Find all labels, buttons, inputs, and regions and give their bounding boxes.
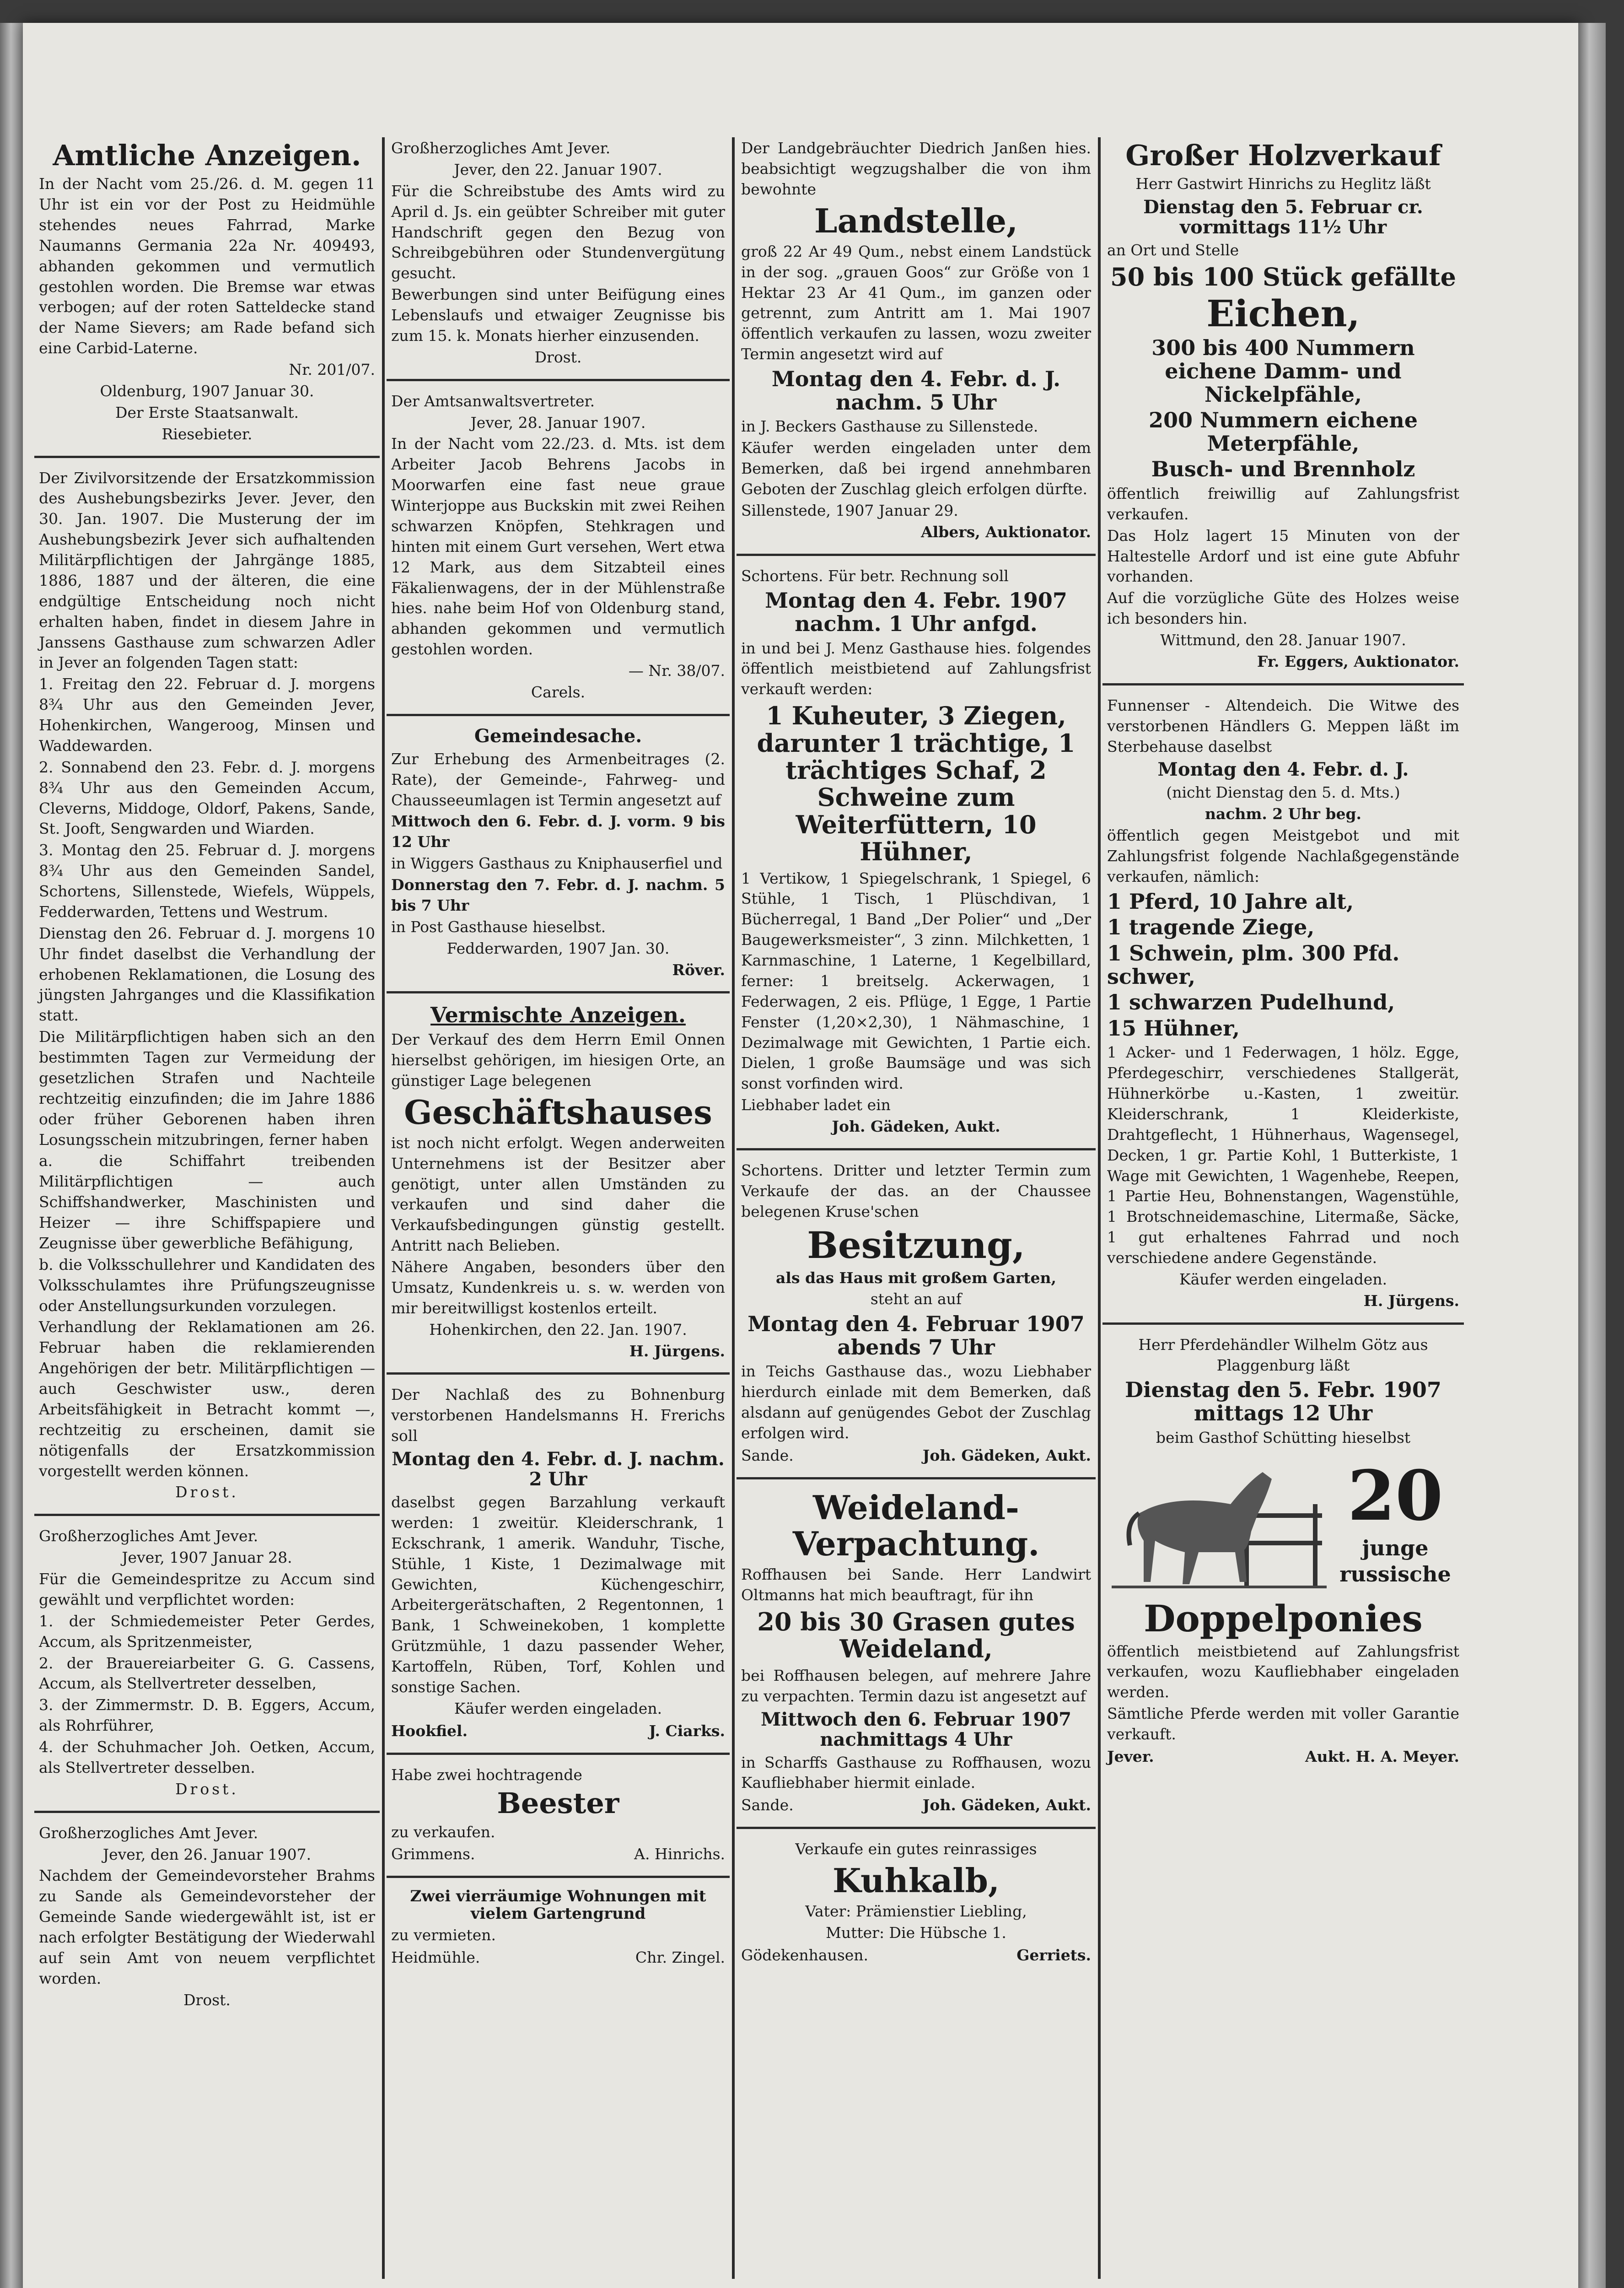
ad-text: Der Zivilvorsitzende der Ersatzkommission des Aushebungsbezirks Jever. Jever, den 30. Jan. 1907. Die Musterung der im Aushebungsbezirk Jever sich aufhaltenden Militärpflichtigen der Jahrgänge 1885, 1886, 1887 und der älteren, die eine endgültige Entscheidung noch nicht erhalten haben, findet in diesem Jahre in Janssens Gasthause zum schwarzen Adler in Jever an folgenden Tagen statt:: [39, 469, 375, 672]
ad-text: Käufer werden eingeladen unter dem Bemerken, daß bei irgend annehmbaren Geboten der Zuschlag gleich erfolgen dürfte.: [741, 439, 1091, 498]
ad-headline: 1 Kuheuter, 3 Ziegen, darunter 1 trächtige, 1 trächtiges Schaf, 2 Schweine zum Weiterfüttern, 10 Hühner,: [757, 701, 1075, 867]
list-item: 3. Montag den 25. Februar d. J. morgens 8¾ Uhr aus den Gemeinden Sandel, Schortens, Sillenstede, Wiefels, Wüppels, Fedderwarden, Tettens und Westrum.: [39, 841, 375, 921]
ad-text: Schortens. Dritter und letzter Termin zum Verkaufe der das. an der Chaussee belegenen Kruse'schen: [741, 1161, 1091, 1220]
ad-subheadline: 50 bis 100 Stück gefällte: [1110, 262, 1456, 291]
ad-signature: Joh. Gädeken, Aukt.: [922, 1446, 1091, 1464]
list-item: 1 Pferd, 10 Jahre alt,: [1107, 889, 1354, 914]
ad-date: Jever, den 26. Januar 1907.: [102, 1845, 312, 1863]
ad-text: Roffhausen bei Sande. Herr Landwirt Oltmanns hat mich beauftragt, für ihn: [741, 1565, 1091, 1604]
list-item: 1 Schwein, plm. 300 Pfd. schwer,: [1107, 940, 1400, 989]
ad-text: Der Nachlaß des zu Bohnenburg verstorbenen Handelsmanns H. Frerichs soll: [391, 1386, 725, 1445]
ad-text: Verkaufe ein gutes reinrassiges: [795, 1840, 1037, 1858]
ad-beester: [387, 1765, 730, 1878]
ad-signature: J. Ciarks.: [649, 1721, 725, 1740]
ad-text: Für die Gemeindespritze zu Accum sind gewählt und verpflichtet worden:: [39, 1570, 375, 1608]
ad-headline: Zwei vierräumige Wohnungen mit vielem Gartengrund: [410, 1887, 706, 1923]
ad-text: öffentlich meistbietend auf Zahlungsfrist verkaufen, wozu Kaufliebhaber eingeladen werden.: [1107, 1642, 1459, 1701]
column-rule: [732, 137, 735, 2279]
ad-subheadline: 20 bis 30 Grasen gutes Weideland,: [757, 1607, 1075, 1664]
ad-heading: Der Amtsanwaltsvertreter.: [391, 392, 595, 410]
ad-signature: Gerriets.: [1016, 1946, 1091, 1964]
ad-text: 1 Acker- und 1 Federwagen, 1 hölz. Egge, Pferdegeschirr, verschiedenes Stallgerät, Hühnerkörbe u.-Kasten, 1 zweitür. Kleiderschrank, 1 Kleiderkiste, Drahtgeflecht, 1 Hühnerhaus, Wagensegel, Decken, 1 gr. Partie Kohl, 1 Butterkiste, 1 Wage mit Gewichten, 1 Wagenhebe, Reepen, 1 Partie Heu, Bohnenstangen, Wagenstühle, 1 Brotschneidemaschine, Litermaße, Säcke, 1 gut erhaltenes Fahrrad und noch verschiedene andere Gegenstände.: [1107, 1043, 1459, 1267]
ad-text: Vater: Prämienstier Liebling,: [805, 1902, 1027, 1921]
ad-signature: Röver.: [672, 961, 725, 979]
column-1: [34, 137, 380, 2032]
list-item: a. die Schiffahrt treibenden Militärpflichtigen — auch Schiffshandwerker, Maschinisten und Heizer — ihre Schiffspapiere und Zeugnisse über gewerbliche Befähigung,: [39, 1152, 375, 1252]
ad-text: Nähere Angaben, besonders über den Umsatz, Kundenkreis u. s. w. werden von mir bereitwilligst kostenlos erteilt.: [391, 1258, 725, 1317]
ad-place: Heidmühle.: [391, 1948, 480, 1966]
ad-date: Sillenstede, 1907 Januar 29.: [741, 501, 958, 519]
section-title: Amtliche Anzeigen.: [53, 139, 361, 172]
section-title: Gemeindesache.: [474, 725, 642, 747]
ad-text: In der Nacht vom 22./23. d. Mts. ist dem Arbeiter Jacob Behrens Jacobs in Moorwarfen eine fast neue graue Winterjoppe aus Buckskin mit zwei Reihen schwarzen Knöpfen, Stehkragen und hinten mit einem Gurt versehen, Wert etwa 12 Mark, aus dem Sitzabteil eines Fäkalienwagens, der in der Mühlenstraße hies. nahe beim Hof von Oldenburg stand, abhanden gekommen und vermutlich gestohlen worden.: [391, 435, 725, 658]
list-item: 1 tragende Ziege,: [1107, 915, 1315, 940]
ad-text: beim Gasthof Schütting hieselbst: [1156, 1428, 1411, 1446]
ad-text: Schortens. Für betr. Rechnung soll: [741, 567, 1009, 585]
ad-text: Der Landgebräuchter Diedrich Janßen hies. beabsichtigt wegzugshalber die von ihm bewohnte: [741, 139, 1091, 198]
ad-kuhkalb: [737, 1839, 1096, 1977]
ad-text: Funnenser - Altendeich. Die Witwe des verstorbenen Händlers G. Meppen läßt im Sterbehause daselbst: [1107, 696, 1459, 755]
list-item: 3. der Zimmermstr. D. B. Eggers, Accum, als Rohrführer,: [39, 1696, 375, 1735]
ad-wohnungen: [387, 1888, 730, 1979]
ad-text: Auf die vorzügliche Güte des Holzes weise ich besonders hin.: [1107, 589, 1459, 628]
ad-headline: Kuhkalb,: [833, 1861, 1000, 1900]
ad-heading: Großherzogliches Amt Jever.: [39, 1824, 258, 1842]
ad-date: Montag den 4. Febr. d. J. nachm. 5 Uhr: [771, 367, 1061, 415]
ad-text: steht an auf: [870, 1290, 962, 1308]
ad-subheadline: 200 Nummern eichene Meterpfähle,: [1148, 408, 1418, 456]
ad-text: an Ort und Stelle: [1107, 241, 1239, 259]
ad-signature: Drost.: [175, 1483, 239, 1501]
ad-text: groß 22 Ar 49 Qum., nebst einem Landstück in der sog. „grauen Goos“ zur Größe von 1 Hektar 23 Ar 41 Qum., im ganzen oder getrennt, zum Antritt am 1. Mai 1907 öffentlich verkaufen zu lassen, wozu zweiter Termin angesetzt wird auf: [741, 242, 1091, 363]
ad-date: Jever, 28. Januar 1907.: [470, 413, 646, 432]
ad-date: Jever, 1907 Januar 28.: [122, 1549, 292, 1567]
ad-time: nachm. 2 Uhr beg.: [1205, 805, 1362, 823]
ad-gemeindevorsteher: [34, 1823, 380, 2022]
ad-holzverkauf: [1102, 140, 1464, 685]
column-3: [737, 137, 1096, 1987]
ad-signature: Fr. Eggers, Auktionator.: [1257, 652, 1459, 670]
ad-text: in und bei J. Menz Gasthause hies. folgendes öffentlich meistbietend auf Zahlungsfrist verkauft werden:: [741, 639, 1091, 698]
ad-signature: Drost.: [183, 1991, 231, 2009]
ad-text: Bewerbungen sind unter Beifügung eines Lebenslaufs und etwaiger Zeugnisse bis zum 15. k. Monats hierher einzusenden.: [391, 286, 725, 345]
ad-text: Zur Erhebung des Armenbeitrages (2. Rate), der Gemeinde-, Fahrweg- und Chausseeumlagen ist Termin angesetzt auf: [391, 750, 725, 809]
column-4: [1102, 137, 1464, 1788]
ad-text: Liebhaber ladet ein: [741, 1096, 891, 1114]
ad-signature: Chr. Zingel.: [635, 1948, 725, 1966]
ad-subheadline: junge: [1362, 1536, 1429, 1561]
ad-signature: Drost.: [534, 348, 582, 366]
ad-schortens-vieh: [737, 566, 1096, 1150]
list-item: 1. der Schmiedemeister Peter Gerdes, Accum, als Spritzenmeister,: [39, 1612, 375, 1651]
ad-headline: Landstelle,: [814, 201, 1018, 240]
ad-text: Die Militärpflichtigen haben sich an den bestimmten Tagen zur Vermeidung der gesetzlichen Strafen und Nachteile rechtzeitig einzufinden; die im Jahre 1886 oder früher Geborenen haben ihren Losungsschein mitzubringen, ferner haben: [39, 1028, 375, 1149]
ad-signature: Joh. Gädeken, Aukt.: [922, 1796, 1091, 1814]
ad-place: Jever.: [1107, 1747, 1154, 1765]
ad-text: in Teichs Gasthause das., wozu Liebhaber hierdurch einlade mit dem Bemerken, daß alsdann auf genügendes Gebot der Zuschlag erfolgen wird.: [741, 1362, 1091, 1442]
ad-number: Nr. 201/07.: [289, 361, 375, 379]
ad-text: Mutter: Die Hübsche 1.: [826, 1924, 1006, 1942]
ad-text: Für die Schreibstube des Amts wird zu April d. Js. ein geübter Schreiber mit guter Handschrift gegen den Bezug von Schreibgebühren oder Stundenvergütung gesucht.: [391, 182, 725, 282]
ad-nachlass-meppen: [1102, 696, 1464, 1325]
right-page-edge: [1578, 23, 1606, 2288]
ad-gemeindespritze: [34, 1526, 380, 1813]
ad-place: Grimmens.: [391, 1845, 475, 1863]
ad-date: Mittwoch den 6. Febr. d. J. vorm. 9 bis 12 Uhr: [391, 812, 725, 851]
column-2: [387, 137, 730, 1989]
ad-subheadline: Busch- und Brennholz: [1151, 457, 1415, 482]
ad-date: Montag den 4. Febr. d. J. nachm. 2 Uhr: [392, 1448, 725, 1490]
ad-place: Gödekenhausen.: [741, 1946, 869, 1964]
ad-signature: Albers, Auktionator.: [921, 523, 1091, 541]
ad-text: Dienstag den 26. Februar d. J. morgens 10 Uhr findet daselbst die Verhandlung der erhobenen Reklamationen, die Losung des jüngsten Jahrganges und die Klassifikation statt.: [39, 924, 375, 1025]
ad-text: in Scharffs Gasthause zu Roffhausen, wozu Kaufliebhaber hiermit einlade.: [741, 1753, 1091, 1792]
ad-text: Käufer werden eingeladen.: [454, 1699, 662, 1717]
ad-text: Der Verkauf des dem Herrn Emil Onnen hierselbst gehörigen, im hiesigen Orte, an günstiger Lage belegenen: [391, 1030, 725, 1090]
ad-place: Sande.: [741, 1446, 794, 1464]
column-rule: [382, 137, 385, 2279]
ad-signature: Drost.: [175, 1780, 239, 1798]
ad-text: bei Roffhausen belegen, auf mehrere Jahre zu verpachten. Termin dazu ist angesetzt auf: [741, 1666, 1091, 1705]
ad-signature: Der Erste Staatsanwalt.: [115, 403, 299, 421]
ad-date: Dienstag den 5. Febr. 1907 mittags 12 Uhr: [1125, 1377, 1441, 1426]
ad-text: daselbst gegen Barzahlung verkauft werden: 1 zweitür. Kleiderschrank, 1 Eckschrank, 1 amerik. Wanduhr, Tische, Stühle, 1 Kiste, 1 Dezimalwage mit Gewichten, Küchengeschirr, Arbeitergerätschaften, 2 Regentonnen, 1 Bank, 1 Schweinekoben, 1 komplette Grützmühle, 1 dazu passender Weher, Kartoffeln, Rüben, Torf, Kohlen und sonstige Sachen.: [391, 1493, 725, 1696]
ad-text: 1 Vertikow, 1 Spiegelschrank, 1 Spiegel, 6 Stühle, 1 Tisch, 1 Plüschdivan, 1 Bücherregal, 1 Band „Der Polier“ und „Der Baugewerksmeister“, 3 zinn. Milchketten, 1 Karnmaschine, 1 Laterne, 1 Kegelbillard, ferner: 1 breitselg. Ackerwagen, 1 Federwagen, 2 eis. Pflüge, 1 Egge, 1 Partie Fenster (1,20×2,30), 1 Nähmaschine, 1 Dezimalwage mit Gewichten, 1 Partie eich. Dielen, 1 große Baumsäge und was sich sonst vorfinden wird.: [741, 869, 1091, 1093]
ad-musterung: [34, 468, 380, 1516]
ad-headline: Geschäftshauses: [404, 1092, 712, 1132]
ad-number: — Nr. 38/07.: [628, 662, 725, 680]
ad-signature: H. Jürgens.: [629, 1342, 725, 1360]
ad-signature: A. Hinrichs.: [634, 1845, 725, 1863]
ad-headline: Besitzung,: [807, 1223, 1025, 1267]
ad-text: ist noch nicht erfolgt. Wegen anderweiten Unternehmens ist der Besitzer aber genötigt, unter allen Umständen zu verkaufen und sind daher die Verkaufsbedingungen günstig gestellt. Antritt nach Belieben.: [391, 1133, 725, 1255]
ad-text: in J. Beckers Gasthause zu Sillenstede.: [741, 417, 1038, 436]
list-item: 1 schwarzen Pudelhund,: [1107, 990, 1395, 1015]
ad-place: Sande.: [741, 1796, 794, 1814]
ad-number-big: 20: [1347, 1456, 1443, 1537]
ad-heading: Großherzogliches Amt Jever.: [391, 139, 611, 157]
ad-heading: Großherzogliches Amt Jever.: [39, 1527, 258, 1545]
ad-text: Nachdem der Gemeindevorsteher Brahms zu Sande als Gemeindevorsteher der Gemeinde Sande wiedergewählt ist, ist er nach erfolgter Bestätigung der Wiederwahl auf sein Amt von neuem verpflichtet worden.: [39, 1867, 375, 1987]
list-item: 1. Freitag den 22. Februar d. J. morgens 8¾ Uhr aus den Gemeinden Jever, Hohenkirchen, Wangeroog, Minsen und Waddewarden.: [39, 675, 375, 755]
ad-date: Dienstag den 5. Februar cr. vormittags 11½ Uhr: [1143, 196, 1423, 238]
ad-signature: Riesebieter.: [161, 425, 253, 443]
ad-date: Montag den 4. Februar 1907 abends 7 Uhr: [747, 1311, 1085, 1360]
ad-text: Das Holz lagert 15 Minuten von der Haltestelle Ardorf und ist eine gute Abfuhr vorhanden.: [1107, 526, 1459, 586]
ad-text: öffentlich gegen Meistgebot und mit Zahlungsfrist folgende Nachlaßgegenstände verkaufen, nämlich:: [1107, 826, 1459, 885]
ad-besitzung: [737, 1160, 1096, 1479]
ad-text: Herr Gastwirt Hinrichs zu Heglitz läßt: [1135, 175, 1431, 193]
ad-fahrrad: [34, 140, 380, 458]
ad-place: Hookfiel.: [391, 1721, 468, 1740]
ad-gemeindesache: [387, 726, 730, 994]
ad-text: zu verkaufen.: [391, 1823, 495, 1841]
ad-nachlass: [387, 1385, 730, 1754]
ad-headline: Beester: [497, 1786, 619, 1820]
ad-date: Mittwoch den 6. Februar 1907 nachmittags 4 Uhr: [760, 1708, 1072, 1750]
ad-geschaeftshaus: [387, 1004, 730, 1375]
ad-date: Jever, den 22. Januar 1907.: [454, 160, 662, 178]
list-item: 15 Hühner,: [1107, 1015, 1240, 1041]
ad-headline: Weideland-Verpachtung.: [792, 1488, 1040, 1564]
ad-doppelponies: [1102, 1335, 1464, 1778]
ad-schreiber: [387, 138, 730, 381]
ad-weideland: [737, 1489, 1096, 1829]
ad-text: Sämtliche Pferde werden mit voller Garantie verkauft.: [1107, 1705, 1459, 1743]
ad-date: Wittmund, den 28. Januar 1907.: [1160, 631, 1406, 649]
ad-landstelle: [737, 138, 1096, 556]
ad-text: Verhandlung der Reklamationen am 26. Februar haben die reklamierenden Angehörigen der betr. Militärpflichtigen — auch Geschwister usw., deren Arbeitsfähigkeit in Betracht kommt —, rechtzeitig zu erscheinen, damit sie nötigenfalls der Ersatzkommission vorgestellt werden können.: [39, 1318, 375, 1480]
ad-date: Donnerstag den 7. Febr. d. J. nachm. 5 bis 7 Uhr: [391, 876, 725, 914]
ad-winterjoppe: [387, 391, 730, 716]
list-item: b. die Volksschullehrer und Kandidaten des Volksschulamtes ihre Prüfungszeugnisse oder Anstellungsurkunden vorzulegen.: [39, 1255, 375, 1315]
list-item: 2. Sonnabend den 23. Febr. d. J. morgens 8¾ Uhr aus den Gemeinden Accum, Cleverns, Middoge, Oldorf, Pakens, Sande, St. Jooft, Sengwarden und Wiarden.: [39, 758, 375, 838]
ad-subheadline: russische: [1339, 1562, 1451, 1587]
ad-subheadline: als das Haus mit großem Garten,: [776, 1268, 1056, 1287]
ad-date: Hohenkirchen, den 22. Jan. 1907.: [429, 1320, 687, 1338]
ad-date: Montag den 4. Febr. 1907 nachm. 1 Uhr anfgd.: [765, 588, 1067, 636]
ad-date: Montag den 4. Febr. d. J.: [1157, 759, 1409, 781]
ad-text: zu vermieten.: [391, 1926, 496, 1944]
section-title: Vermischte Anzeigen.: [430, 1003, 686, 1028]
ad-signature: Joh. Gädeken, Aukt.: [832, 1117, 1000, 1136]
ad-text: Habe zwei hochtragende: [391, 1765, 582, 1784]
ad-text: in Post Gasthause hieselbst.: [391, 917, 606, 936]
ad-text: Käufer werden eingeladen.: [1179, 1270, 1387, 1288]
ad-headline: Doppelponies: [1144, 1597, 1423, 1640]
ad-signature: H. Jürgens.: [1363, 1291, 1459, 1310]
ad-text: In der Nacht vom 25./26. d. M. gegen 11 Uhr ist ein vor der Post zu Heidmühle stehendes neues Fahrrad, Marke Naumanns Germania 22a Nr. 409493, abhanden gekommen und vermutlich gestohlen worden. Die Bremse war etwas verbogen; auf der roten Satteldecke stand der Name Sievers; am Rade befand sich eine Carbid-Laterne.: [39, 175, 375, 357]
ad-headline: Eichen,: [1206, 292, 1360, 335]
ad-signature: Aukt. H. A. Meyer.: [1305, 1747, 1459, 1765]
ad-text: öffentlich freiwillig auf Zahlungsfrist verkaufen.: [1107, 484, 1459, 523]
list-item: 4. der Schuhmacher Joh. Oetken, Accum, als Stellvertreter desselben.: [39, 1738, 375, 1776]
ad-headline: Großer Holzverkauf: [1125, 139, 1441, 172]
ad-text: Herr Pferdehändler Wilhelm Götz aus Plaggenburg läßt: [1138, 1335, 1428, 1374]
ad-text: in Wiggers Gasthaus zu Kniphauserfiel und: [391, 854, 723, 873]
list-item: 2. der Brauereiarbeiter G. G. Cassens, Accum, als Stellvertreter desselben,: [39, 1654, 375, 1693]
ad-date: Oldenburg, 1907 Januar 30.: [100, 382, 314, 400]
ad-note: (nicht Dienstag den 5. d. Mts.): [1166, 783, 1400, 802]
ad-signature: Carels.: [531, 683, 586, 701]
ad-date: Fedderwarden, 1907 Jan. 30.: [446, 939, 670, 957]
column-rule: [1098, 137, 1101, 2279]
ad-subheadline: 300 bis 400 Nummern eichene Damm- und Nickelpfähle,: [1151, 335, 1415, 407]
horse-illustration: [1112, 1454, 1327, 1591]
